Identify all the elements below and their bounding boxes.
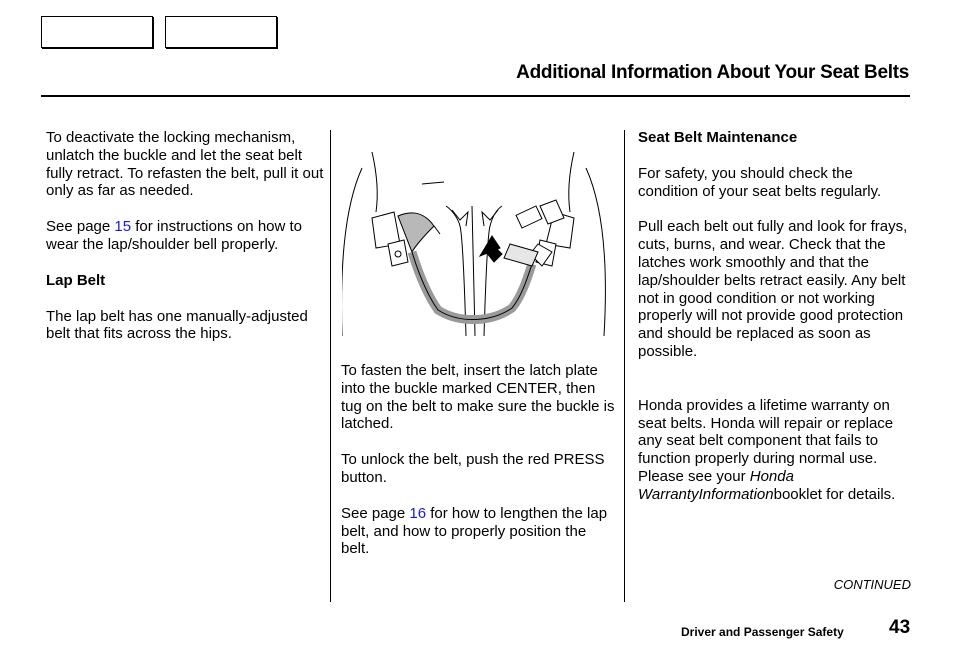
section-label: Driver and Passenger Safety	[681, 625, 844, 639]
paragraph-unlock: To unlock the belt, push the red PRESS button.	[341, 451, 605, 486]
column-divider-2	[624, 130, 625, 602]
page-link-16[interactable]: 16	[409, 504, 427, 522]
warranty-booklet-title: Honda WarrantyInformation	[638, 467, 794, 503]
continued-label: CONTINUED	[833, 577, 911, 592]
column-2	[341, 362, 617, 576]
page-title: Additional Information About Your Seat Belts	[516, 62, 909, 83]
nav-button-1[interactable]	[41, 16, 153, 48]
column-1	[46, 129, 324, 361]
paragraph-lap-belt: The lap belt has one manually-adjusted belt that fits across the hips.	[46, 307, 308, 343]
maintenance-heading: Seat Belt Maintenance	[638, 129, 798, 146]
seat-belt-illustration	[342, 148, 608, 338]
paragraph-see-page-16: See page 16 for how to lengthen the lap belt, and how to properly position the belt.	[341, 504, 608, 558]
title-rule	[41, 95, 910, 97]
paragraph-see-page-15: See page 15 for instructions on how to wear the lap/shoulder bell properly.	[46, 218, 303, 253]
paragraph-warranty: Honda provides a lifetime warranty on seat belts. Honda will repair or replace any seat belt component that fails to function properly during normal use. Please see your Honda WarrantyInformationbooklet for details.	[638, 396, 896, 503]
paragraph-fasten: To fasten the belt, insert the latch plate into the buckle marked CENTER, then tug on the belt to make sure the buckle is latched.	[341, 362, 615, 433]
paragraph-check-condition: For safety, you should check the condition of your seat belts regularly.	[638, 164, 882, 200]
paragraph-pull-belt: Pull each belt out fully and look for frays, cuts, burns, and wear. Check that the latches work smoothly and that the lap/shoulder belts retract easily. Any belt not in good condition or not working properly will not provide good protection and should be replaced as soon as possible.	[638, 218, 908, 360]
paragraph-deactivate: To deactivate the locking mechanism, unlatch the buckle and let the seat belt fully retract. To refasten the belt, pull it out only as far as needed.	[46, 129, 324, 200]
page-link-15[interactable]: 15	[114, 218, 132, 236]
column-divider-1	[330, 130, 331, 602]
lap-belt-heading: Lap Belt	[46, 271, 106, 289]
nav-button-2[interactable]	[165, 16, 277, 48]
column-3	[638, 129, 913, 522]
page-number: 43	[889, 617, 911, 638]
